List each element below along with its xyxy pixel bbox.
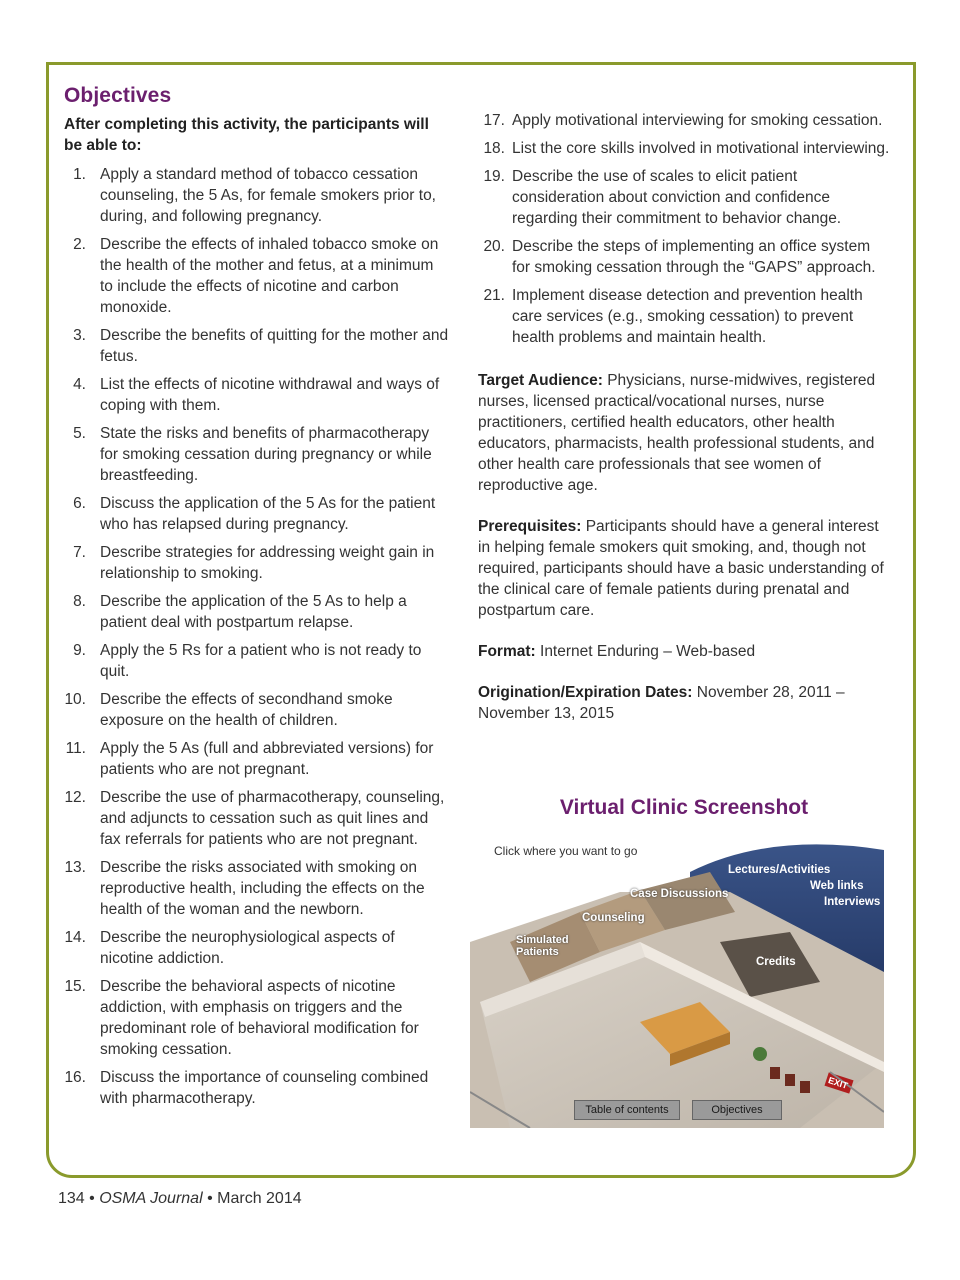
- objective-item: [64, 325, 449, 367]
- objective-item: [478, 166, 890, 229]
- objective-number: 15.: [64, 978, 86, 995]
- objective-text: Describe the steps of implementing an office system for smoking cessation through the “GAPS” approach.: [512, 238, 876, 276]
- objective-item: [64, 591, 449, 633]
- objective-number: 11.: [65, 740, 86, 757]
- target-audience-text: Physicians, nurse-midwives, registered nurses, licensed practical/vocational nurses, nurse practitioners, certified health educators, other health educators, pharmacists, health professional students, and other health care professionals that see women of reproductive age.: [478, 372, 876, 494]
- objective-number: 19.: [483, 168, 505, 185]
- footer-journal: OSMA Journal: [99, 1190, 203, 1207]
- objective-text: Describe the risks associated with smoking on reproductive health, including the effects on the health of the woman and the newborn.: [100, 859, 425, 918]
- left-column: [64, 84, 449, 1116]
- prerequisites: [478, 516, 890, 621]
- objective-item: [64, 857, 449, 920]
- objective-text: List the core skills involved in motivational interviewing.: [512, 140, 890, 157]
- objective-text: Describe the use of pharmacotherapy, counseling, and adjuncts to cessation such as quit lines and fax referrals for patients who are not pregnant.: [100, 789, 445, 848]
- case-discussions-label[interactable]: Case Discussions: [630, 888, 729, 900]
- objectives-list-right: [478, 110, 890, 348]
- prerequisites-label: Prerequisites:: [478, 518, 582, 535]
- objective-number: 10.: [64, 691, 86, 708]
- objective-text: Describe the benefits of quitting for the mother and fetus.: [100, 327, 449, 365]
- objective-number: 7.: [73, 544, 86, 561]
- virtual-clinic-screenshot: [470, 832, 884, 1128]
- counseling-label[interactable]: Counseling: [582, 912, 645, 924]
- objective-text: Discuss the application of the 5 As for the patient who has relapsed during pregnancy.: [100, 495, 436, 533]
- objective-text: Describe the effects of secondhand smoke exposure on the health of children.: [100, 691, 393, 729]
- credits-label[interactable]: Credits: [756, 956, 796, 968]
- objective-text: Describe the effects of inhaled tobacco smoke on the health of the mother and fetus, at a minimum to include the effects of nicotine and carbon monoxide.: [100, 236, 439, 316]
- objective-text: Apply the 5 Rs for a patient who is not ready to quit.: [100, 642, 422, 680]
- objective-number: 21.: [483, 287, 505, 304]
- objective-number: 9.: [73, 642, 86, 659]
- objective-item: [478, 138, 890, 159]
- dates-text: November 28, 2011 – November 13, 2015: [478, 684, 845, 722]
- weblinks-label[interactable]: Web links: [810, 880, 864, 892]
- objective-text: Apply the 5 As (full and abbreviated versions) for patients who are not pregnant.: [100, 740, 434, 778]
- footer-date: • March 2014: [202, 1190, 302, 1207]
- objective-text: Describe the application of the 5 As to help a patient deal with postpartum relapse.: [100, 593, 407, 631]
- objective-number: 1.: [73, 166, 86, 183]
- objective-number: 17.: [483, 112, 505, 129]
- objective-item: [64, 493, 449, 535]
- objective-number: 20.: [483, 238, 505, 255]
- objective-text: Describe the use of scales to elicit patient consideration about conviction and confidence regarding their commitment to behavior change.: [512, 168, 842, 227]
- target-audience: [478, 370, 890, 496]
- format: [478, 641, 890, 662]
- right-column: [478, 110, 890, 744]
- objective-item: [64, 787, 449, 850]
- objective-number: 8.: [73, 593, 86, 610]
- dates: [478, 682, 890, 724]
- objectives-intro: After completing this activity, the participants will be able to:: [64, 116, 429, 154]
- target-audience-label: Target Audience:: [478, 372, 603, 389]
- clinic-illustration: [470, 832, 884, 1128]
- objective-item: [64, 689, 449, 731]
- objective-item: [64, 542, 449, 584]
- objective-text: Discuss the importance of counseling combined with pharmacotherapy.: [100, 1069, 429, 1107]
- simulated-patients-label[interactable]: [516, 934, 569, 958]
- objective-text: List the effects of nicotine withdrawal and ways of coping with them.: [100, 376, 440, 414]
- objective-number: 4.: [73, 376, 86, 393]
- objectives-title: Objectives: [64, 84, 172, 107]
- objective-text: Describe the neurophysiological aspects of nicotine addiction.: [100, 929, 395, 967]
- objective-item: [64, 738, 449, 780]
- lectures-label[interactable]: Lectures/Activities: [728, 864, 831, 876]
- objective-number: 13.: [64, 859, 86, 876]
- clinic-prompt: Click where you want to go: [494, 844, 638, 858]
- objective-text: Apply a standard method of tobacco cessation counseling, the 5 As, for female smokers prior to, during, and following pregnancy.: [100, 166, 436, 225]
- format-text: Internet Enduring – Web-based: [535, 643, 756, 660]
- objective-item: [64, 374, 449, 416]
- objective-number: 14.: [64, 929, 86, 946]
- page-footer: [58, 1190, 302, 1208]
- objective-item: [64, 423, 449, 486]
- objective-text: Describe strategies for addressing weight gain in relationship to smoking.: [100, 544, 435, 582]
- objective-text: Implement disease detection and prevention health care services (e.g., smoking cessation) to prevent health problems and maintain health.: [512, 287, 863, 346]
- simulated-label-line-1: Simulated: [516, 934, 569, 946]
- objective-number: 16.: [64, 1069, 86, 1086]
- objective-item: [64, 640, 449, 682]
- objective-text: Apply motivational interviewing for smoking cessation.: [512, 112, 883, 129]
- objective-item: [478, 236, 890, 278]
- dates-label: Origination/Expiration Dates:: [478, 684, 693, 701]
- objective-item: [478, 110, 890, 131]
- clinic-title: Virtual Clinic Screenshot: [559, 796, 809, 819]
- prerequisites-text: Participants should have a general interest in helping female smokers quit smoking, and, though not required, participants should have a basic understanding of the clinical care of female patients during prenatal and postpartum care.: [478, 518, 884, 619]
- objective-number: 2.: [73, 236, 86, 253]
- exit-label[interactable]: EXIT: [826, 1075, 850, 1091]
- objective-item: [64, 1067, 449, 1109]
- objective-number: 3.: [73, 327, 86, 344]
- objective-item: [478, 285, 890, 348]
- footer-page-number: 134 •: [58, 1190, 100, 1207]
- simulated-label-line-2: Patients: [516, 946, 559, 958]
- table-of-contents-button[interactable]: Table of contents: [574, 1100, 680, 1120]
- objective-item: [64, 927, 449, 969]
- objective-number: 5.: [73, 425, 86, 442]
- objective-number: 18.: [483, 140, 505, 157]
- objective-text: Describe the behavioral aspects of nicotine addiction, with emphasis on triggers and the predominant role of behavioral modification for smoking cessation.: [100, 978, 419, 1058]
- objectives-list-left: [64, 164, 449, 1109]
- objective-number: 12.: [64, 789, 86, 806]
- objective-item: [64, 976, 449, 1060]
- interviews-label[interactable]: Interviews: [824, 896, 881, 908]
- objective-item: [64, 234, 449, 318]
- objective-text: State the risks and benefits of pharmacotherapy for smoking cessation during pregnancy or while breastfeeding.: [100, 425, 432, 484]
- objective-number: 6.: [73, 495, 86, 512]
- objectives-button[interactable]: Objectives: [692, 1100, 782, 1120]
- format-label: Format:: [478, 643, 536, 660]
- objective-item: [64, 164, 449, 227]
